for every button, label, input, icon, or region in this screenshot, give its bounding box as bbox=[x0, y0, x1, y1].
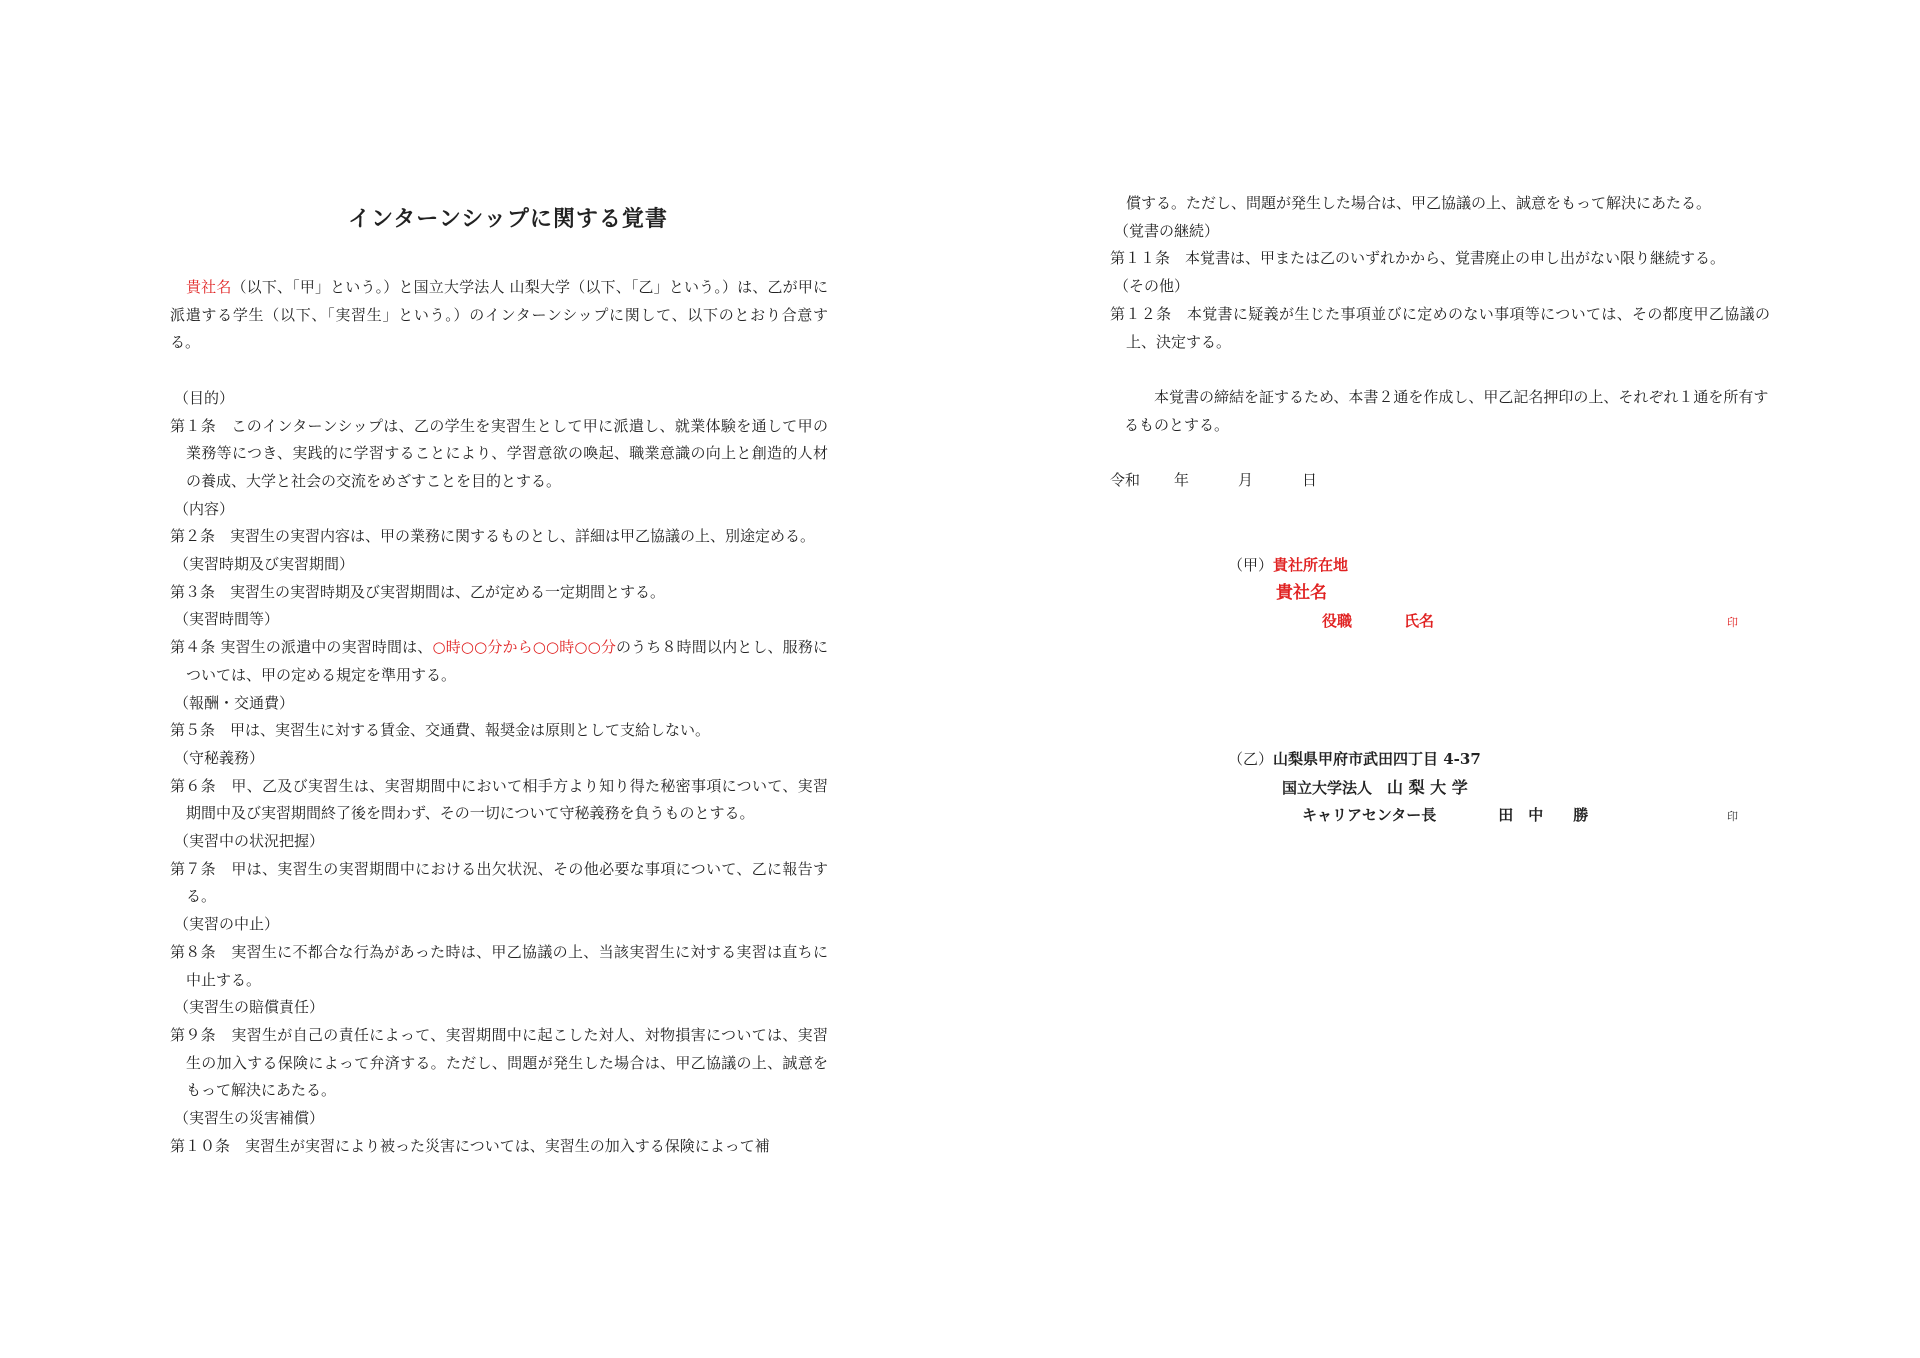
article-11 bbox=[1110, 218, 1770, 273]
article-8 bbox=[170, 911, 828, 994]
article-text: 実習生の実習時期及び実習期間は、乙が定める一定期間とする。 bbox=[230, 582, 666, 601]
article-12 bbox=[1110, 273, 1770, 356]
article-label: 第１０条 bbox=[170, 1136, 231, 1155]
party-b-seal-mark: 印 bbox=[1727, 810, 1738, 823]
closing-paragraph: 本覚書の締結を証するため、本書２通を作成し、甲乙記名押印の上、それぞれ１通を所有するものとする。 bbox=[1124, 387, 1769, 434]
article-label: 第１条 bbox=[170, 416, 217, 435]
party-b-label: （乙） bbox=[1228, 750, 1274, 768]
article-10-continuation: 償する。ただし、問題が発生した場合は、甲乙協議の上、誠意をもって解決にあたる。 bbox=[1126, 194, 1712, 212]
party-a-address: 貴社所在地 bbox=[1273, 556, 1349, 574]
article-1 bbox=[170, 385, 828, 496]
article-text: 実習生の派遣中の実習時間は、 bbox=[220, 638, 433, 657]
article-2 bbox=[170, 496, 828, 551]
article-heading: （内容） bbox=[174, 499, 235, 518]
intro-company: 貴社名 bbox=[186, 278, 232, 296]
article-heading: （目的） bbox=[174, 388, 235, 407]
article-5 bbox=[170, 690, 828, 745]
article-heading: （実習生の賠償責任） bbox=[174, 998, 325, 1017]
article-heading: （報酬・交通費） bbox=[174, 693, 295, 712]
article-heading: （実習時間等） bbox=[174, 610, 280, 629]
article-text: このインターンシップは、乙の学生を実習生として甲に派遣し、就業体験を通して甲の業務等につき、実践的に学習することにより、学習意欲の喚起、職業意識の向上と創造的人材の養成、大学と社会の交流をめざすことを目的とする。 bbox=[186, 416, 828, 490]
party-b-org: 山 梨 大 学 bbox=[1387, 778, 1468, 797]
article-heading: （実習時期及び実習期間） bbox=[174, 555, 355, 574]
article-3 bbox=[170, 551, 828, 606]
article-text: 甲は、実習生に対する賃金、交通費、報奨金は原則として支給しない。 bbox=[230, 721, 711, 740]
left-page bbox=[170, 196, 828, 1160]
article-label: 第１２条 bbox=[1110, 304, 1172, 323]
article-time-placeholder: ○時○○分から○○時○○分 bbox=[432, 638, 617, 657]
party-a-address-line bbox=[1228, 552, 1348, 579]
article-text: 甲は、実習生の実習期間中における出欠状況、その他必要な事項について、乙に報告する。 bbox=[186, 859, 828, 906]
date-month: 月 bbox=[1238, 471, 1254, 489]
date-era: 令和 bbox=[1110, 471, 1141, 489]
article-text: 本覚書に疑義が生じた事項並びに定めのない事項等については、その都度甲乙協議の上、決定する。 bbox=[1126, 304, 1770, 351]
date-year: 年 bbox=[1174, 471, 1190, 489]
article-4 bbox=[170, 606, 828, 689]
article-label: 第７条 bbox=[170, 859, 216, 878]
article-text: 実習生が自己の責任によって、実習期間中に起こした対人、対物損害については、実習生の加入する保険によって弁済する。ただし、問題が発生した場合は、甲乙協議の上、誠意をもって解決にあたる。 bbox=[186, 1025, 828, 1100]
article-6 bbox=[170, 745, 828, 828]
intro-text: （以下、「甲」という。）と国立大学法人 山梨大学（以下、「乙」という。）は、乙が甲に派遣する学生（以下、「実習生」という。）のインターンシップに関して、以下のとおり合意する。 bbox=[170, 278, 828, 352]
party-a-position: 役職 bbox=[1322, 612, 1353, 630]
article-label: 第６条 bbox=[170, 776, 216, 795]
article-label: 第４条 bbox=[170, 638, 216, 657]
party-b-address: 山梨県甲府市武田四丁目 4-37 bbox=[1273, 750, 1481, 768]
party-b-position: キャリアセンター長 bbox=[1302, 806, 1437, 824]
party-a-name: 氏名 bbox=[1404, 612, 1435, 630]
article-heading: （実習の中止） bbox=[174, 915, 280, 934]
article-10 bbox=[170, 1105, 828, 1160]
article-text: 甲、乙及び実習生は、実習期間中において相手方より知り得た秘密事項について、実習期間中及び実習期間終了後を問わず、その一切について守秘義務を負うものとする。 bbox=[186, 776, 828, 823]
party-a-signature-line bbox=[1322, 608, 1434, 635]
article-label: 第９条 bbox=[170, 1025, 216, 1044]
article-label: 第２条 bbox=[170, 527, 216, 546]
article-heading: （実習中の状況把握） bbox=[174, 832, 325, 851]
party-b-address-line bbox=[1228, 746, 1481, 773]
article-text: 実習生に不都合な行為があった時は、甲乙協議の上、当該実習生に対する実習は直ちに中止する。 bbox=[186, 942, 828, 989]
party-b-signature-line bbox=[1302, 802, 1588, 829]
article-heading: （守秘義務） bbox=[174, 748, 265, 767]
article-heading: （その他） bbox=[1114, 277, 1190, 296]
article-text: 実習生の実習内容は、甲の業務に関するものとし、詳細は甲乙協議の上、別途定める。 bbox=[230, 527, 816, 546]
article-7 bbox=[170, 828, 828, 911]
article-label: 第５条 bbox=[170, 721, 216, 740]
intro-paragraph bbox=[170, 274, 828, 357]
party-b-name: 田 中 勝 bbox=[1498, 806, 1589, 824]
article-text: のうち８時間以内とし、服務については、甲の定める規定を準用する。 bbox=[186, 638, 828, 684]
date-line bbox=[1110, 467, 1770, 495]
right-page bbox=[1110, 190, 1770, 495]
article-text: 実習生が実習により被った災害については、実習生の加入する保険によって補 bbox=[245, 1136, 770, 1155]
party-b-org-line bbox=[1282, 774, 1468, 802]
date-day: 日 bbox=[1302, 471, 1318, 489]
document-title: インターンシップに関する覚書 bbox=[348, 206, 668, 232]
article-label: 第１１条 bbox=[1110, 249, 1171, 268]
article-label: 第３条 bbox=[170, 582, 216, 601]
article-text: 本覚書は、甲または乙のいずれかから、覚書廃止の申し出がない限り継続する。 bbox=[1185, 249, 1726, 268]
article-heading: （覚書の継続） bbox=[1114, 221, 1220, 240]
party-a-label: （甲） bbox=[1228, 556, 1274, 574]
party-a-seal-mark: 印 bbox=[1727, 616, 1738, 629]
party-b-org-prefix: 国立大学法人 bbox=[1282, 779, 1373, 797]
article-label: 第８条 bbox=[170, 942, 216, 961]
article-9 bbox=[170, 994, 828, 1105]
party-a-company: 貴社名 bbox=[1276, 583, 1327, 603]
article-heading: （実習生の災害補償） bbox=[174, 1109, 325, 1128]
